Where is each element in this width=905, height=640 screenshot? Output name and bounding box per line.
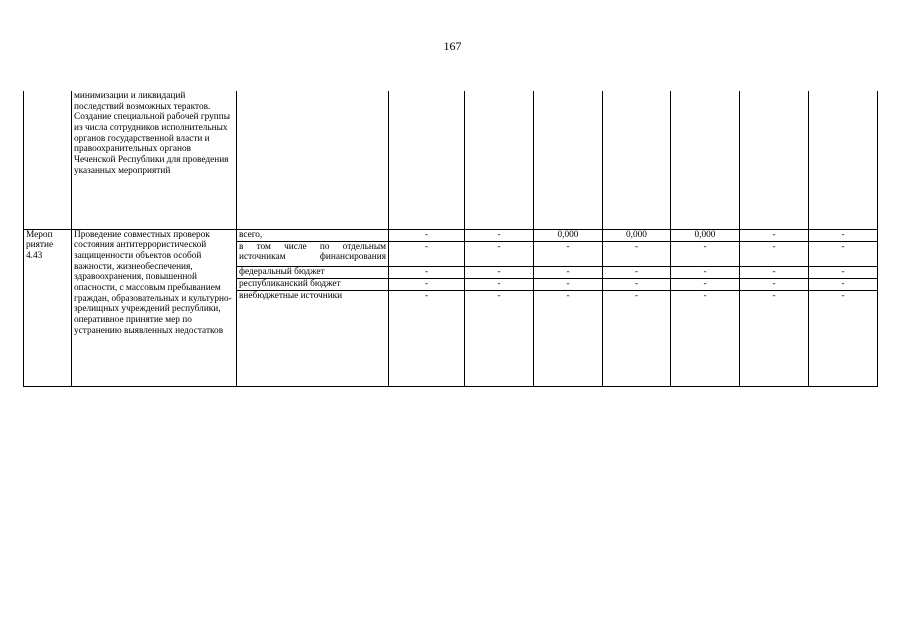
value-cell: - <box>389 229 465 241</box>
value-cell: - <box>740 290 809 386</box>
value-cell: - <box>740 266 809 278</box>
funding-source-label: республиканский бюджет <box>237 278 389 290</box>
value-cell: - <box>465 229 534 241</box>
value-cell: - <box>389 278 465 290</box>
value-cell: - <box>465 278 534 290</box>
value-cell: - <box>809 241 878 266</box>
value-cell: - <box>603 241 671 266</box>
funding-source-label: федеральный бюджет <box>237 266 389 278</box>
value-cell: - <box>389 241 465 266</box>
value-cell: - <box>603 278 671 290</box>
value-cell: - <box>465 290 534 386</box>
page-number: 167 <box>443 39 462 53</box>
empty-cell <box>603 91 671 229</box>
funding-source-label: всего, <box>237 229 389 241</box>
continuation-code-cell <box>24 91 72 229</box>
financing-table <box>23 91 878 387</box>
value-cell: - <box>603 266 671 278</box>
value-cell: - <box>740 241 809 266</box>
empty-cell <box>237 91 389 229</box>
empty-cell <box>465 91 534 229</box>
empty-cell <box>534 91 603 229</box>
value-cell: 0,000 <box>603 229 671 241</box>
value-cell: - <box>465 266 534 278</box>
value-cell: - <box>671 266 740 278</box>
funding-source-label: в том числе по отдельным источникам финансирования <box>237 241 389 266</box>
value-cell: - <box>465 241 534 266</box>
value-cell: 0,000 <box>671 229 740 241</box>
value-cell: - <box>534 266 603 278</box>
value-cell: - <box>809 278 878 290</box>
continuation-description-cell: минимизации и ликвидаций последствий возможных терактов. Создание специальной рабочей группы из числа сотрудников исполнительных органов государственной власти и правоохранительных органов Чеченской Республики для проведения указанных мероприятий <box>72 91 237 229</box>
value-cell: - <box>740 278 809 290</box>
empty-cell <box>740 91 809 229</box>
funding-source-label: внебюджетные источники <box>237 290 389 386</box>
financing-row-total <box>24 229 878 241</box>
value-cell: - <box>809 266 878 278</box>
value-cell: - <box>671 241 740 266</box>
value-cell: - <box>809 229 878 241</box>
value-cell: - <box>389 266 465 278</box>
measure-code-cell: Мероп риятие 4.43 <box>24 229 72 386</box>
measure-description-cell: Проведение совместных проверок состояния антитеррористической защищенности объектов особой важности, жизнеобеспечения, здравоохранения, повышенной опасности, с массовым пребыванием граждан, образовательных и культурно-зрелищных учреждений республики, оперативное принятие мер по устранению выявленных недостатков <box>72 229 237 386</box>
value-cell: - <box>809 290 878 386</box>
value-cell: - <box>389 290 465 386</box>
empty-cell <box>809 91 878 229</box>
empty-cell <box>671 91 740 229</box>
value-cell: 0,000 <box>534 229 603 241</box>
value-cell: - <box>534 290 603 386</box>
continuation-row <box>24 91 878 229</box>
value-cell: - <box>534 241 603 266</box>
empty-cell <box>389 91 465 229</box>
value-cell: - <box>671 278 740 290</box>
value-cell: - <box>671 290 740 386</box>
value-cell: - <box>534 278 603 290</box>
value-cell: - <box>740 229 809 241</box>
value-cell: - <box>603 290 671 386</box>
